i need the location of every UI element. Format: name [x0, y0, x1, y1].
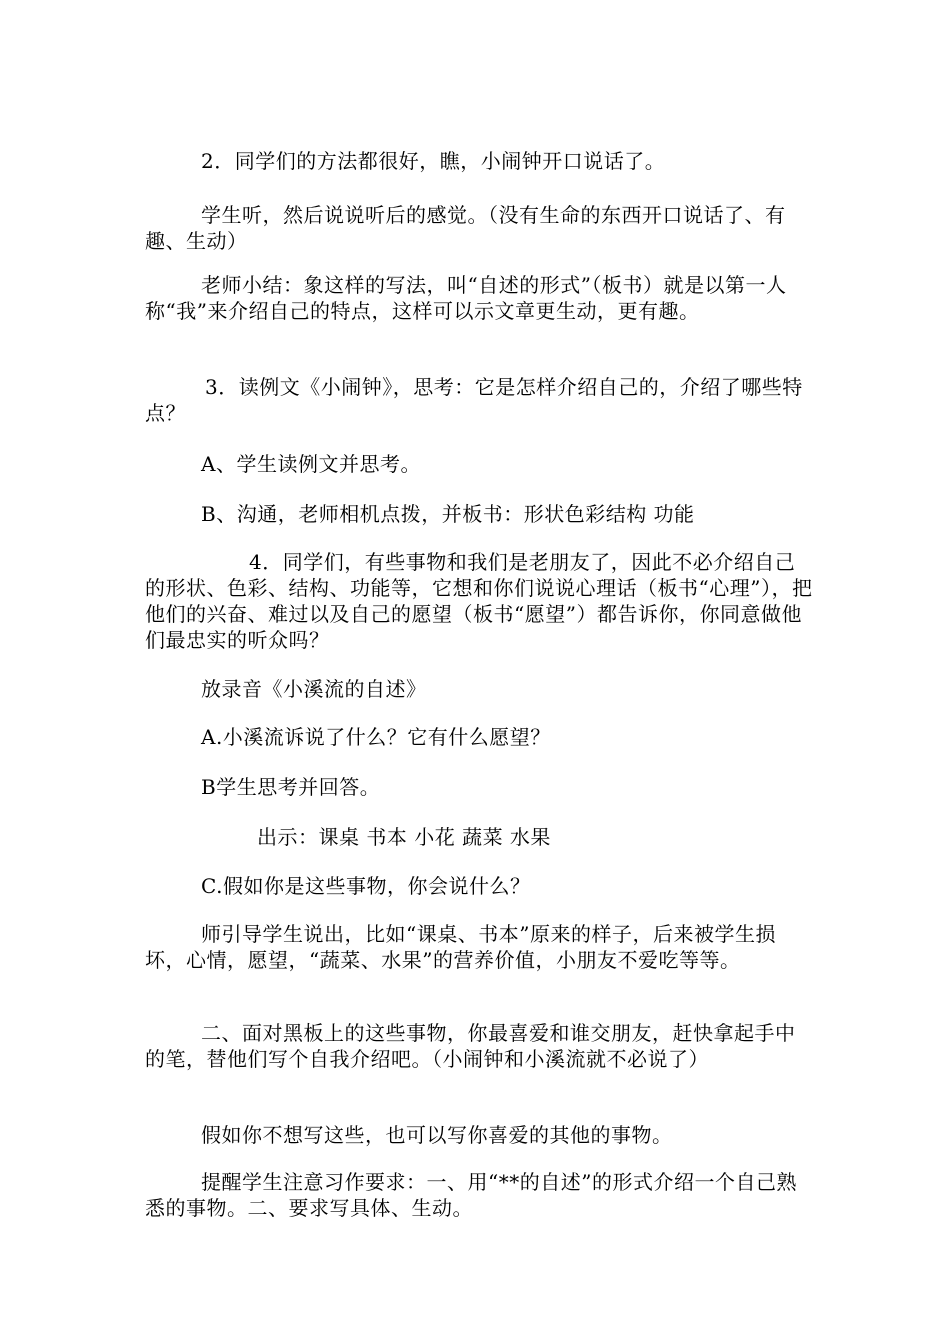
paragraph-requirements: 提醒学生注意习作要求：一、用“**的自述”的形式介绍一个自己熟悉的事物。二、要求写具体、生动。: [145, 1170, 797, 1220]
paragraph-alternative: 假如你不想写这些，也可以写你喜爱的其他的事物。: [201, 1123, 673, 1147]
paragraph-step-4: 4．同学们，有些事物和我们是老朋友了，因此不必介绍自己的形状、色彩、结构、功能等，它想和你们说说心理话（板书“心理”），把他们的兴奋、难过以及自己的愿望（板书“愿望”）都告诉你，你同意做他们最忠实的听众吗？: [145, 550, 813, 652]
paragraph-show-items: 出示：课桌 书本 小花 蔬菜 水果: [257, 825, 551, 849]
paragraph-teacher-summary: 老师小结：象这样的写法，叫“自述的形式”（板书）就是以第一人称“我”来介绍自己的特点，这样可以示文章更生动，更有趣。: [145, 273, 787, 323]
paragraph-student-listen: 学生听，然后说说听后的感觉。（没有生命的东西开口说话了、有趣、生动）: [145, 203, 786, 253]
paragraph-section-two: 二、面对黑板上的这些事物，你最喜爱和谁交朋友，赶快拿起手中的笔，替他们写个自我介绍吧。（小闹钟和小溪流就不必说了）: [145, 1021, 796, 1071]
paragraph-question-b: B学生思考并回答。: [201, 775, 381, 799]
paragraph-step-2: 2．同学们的方法都很好，瞧，小闹钟开口说话了。: [201, 149, 666, 173]
paragraph-question-c: C.假如你是这些事物，你会说什么？: [201, 874, 531, 898]
paragraph-item-b: B、沟通，老师相机点拨，并板书：形状色彩结构 功能: [201, 502, 695, 526]
paragraph-step-3: 3．读例文《小闹钟》，思考：它是怎样介绍自己的，介绍了哪些特点？: [145, 375, 803, 425]
paragraph-play-recording: 放录音《小溪流的自述》: [201, 677, 427, 701]
paragraph-question-a: A.小溪流诉说了什么？它有什么愿望？: [201, 725, 551, 749]
paragraph-teacher-guide: 师引导学生说出，比如“课桌、书本”原来的样子，后来被学生损坏，心情，愿望，“蔬菜、水果”的营养价值，小朋友不爱吃等等。: [145, 922, 776, 972]
paragraph-item-a: A、学生读例文并思考。: [201, 452, 421, 476]
